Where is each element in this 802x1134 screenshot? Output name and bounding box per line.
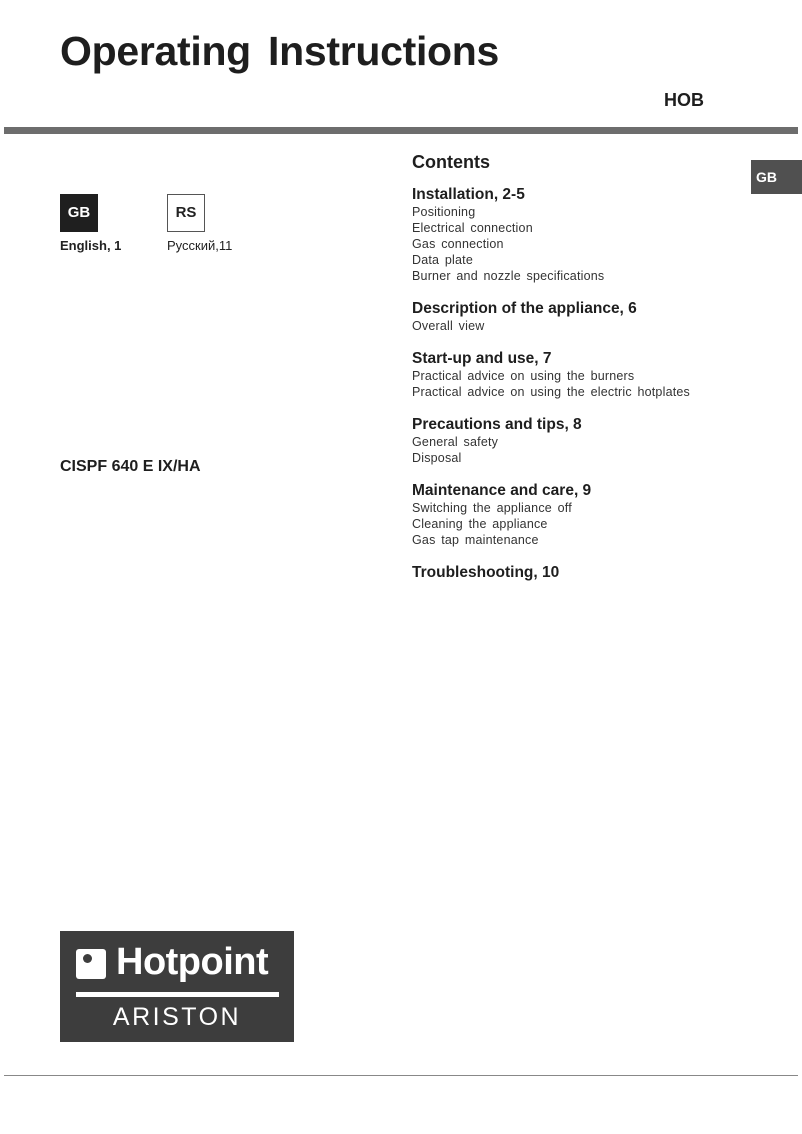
contents-section [412,349,742,400]
brand-logo-mark [76,949,106,979]
brand-logo-name: Hotpoint [116,941,269,983]
contents-section-item: General safety [412,435,499,449]
language-label-english: English, 1 [60,238,122,253]
contents-section [412,481,742,548]
product-type-label: HOB [664,90,704,110]
contents-section-title: Description of the appliance, 6 [412,300,637,317]
language-label-russian: Русский,11 [167,238,233,253]
contents-section-item: Practical advice on using the electric hotplates [412,385,690,399]
contents-section-item: Positioning [412,205,476,219]
contents-section-item: Practical advice on using the burners [412,369,635,383]
contents-section-title: Installation, 2-5 [412,186,525,203]
contents-section-item: Disposal [412,451,462,465]
contents-section-item: Electrical connection [412,221,533,235]
contents-section-item: Burner and nozzle specifications [412,269,605,283]
brand-logo [60,931,294,1042]
table-of-contents [412,152,742,597]
brand-logo-line [76,992,279,997]
contents-section-item: Gas tap maintenance [412,533,539,547]
contents-section-item: Switching the appliance off [412,501,572,515]
contents-section [412,185,742,284]
contents-section-title: Maintenance and care, 9 [412,482,592,499]
page-title: Operating Instructions [60,28,500,74]
model-number: CISPF 640 E IX/HA [60,458,201,475]
contents-section-item: Cleaning the appliance [412,517,548,531]
contents-heading: Contents [412,152,490,172]
contents-section-item: Overall view [412,319,485,333]
footer-divider [4,1075,798,1076]
contents-sections [412,185,742,582]
contents-section-title: Start-up and use, 7 [412,350,552,367]
language-code-gb: GB [60,194,98,232]
contents-section [412,563,742,582]
contents-section-item: Data plate [412,253,473,267]
contents-section [412,415,742,466]
brand-logo-subname: ARISTON [112,1003,242,1031]
contents-section [412,299,742,334]
contents-section-title: Precautions and tips, 8 [412,416,582,433]
language-side-tab: GB [751,160,802,194]
contents-section-item: Gas connection [412,237,504,251]
contents-section-title: Troubleshooting, 10 [412,564,560,581]
header-divider [4,127,798,134]
language-code-rs: RS [167,194,205,232]
